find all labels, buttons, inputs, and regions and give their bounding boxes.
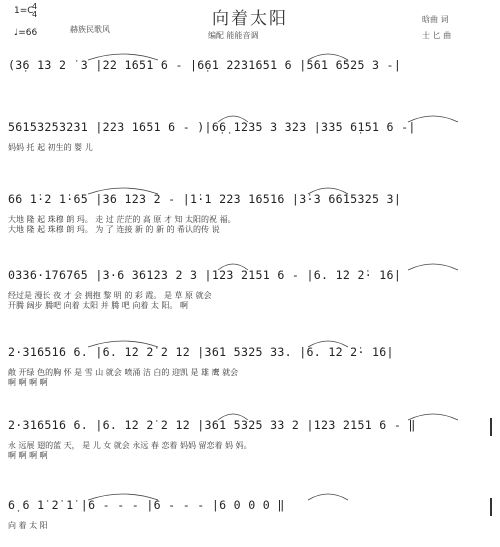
notation-line: 66 1̇·2 1̇·65 |36 1̇23 2 - |1̇·1 223 16516 |3̇·3 66̇15325 3| xyxy=(8,192,402,206)
notation-line: (3̣6 1̇3 2 ̇ 3 |2̇2 1̇65̇1 6 - |6̣6̇1 2̇2̇31̇65̇1 6 |5̇6̇1 6525 3 -| xyxy=(8,58,402,72)
final-barline xyxy=(490,418,492,436)
slur-arc xyxy=(408,414,458,420)
slur-arc xyxy=(88,188,158,194)
song-title: 向着太阳 xyxy=(212,9,288,29)
lyric-line: 经过是 漫长 夜 才 会 拥抱 黎 明 的 彩 霞。 是 草 原 就会 xyxy=(8,291,212,300)
slur-marks xyxy=(8,180,494,196)
score-row xyxy=(8,498,494,514)
slur-arc xyxy=(88,341,158,347)
key-signature: 1=C xyxy=(14,6,34,16)
time-signature-bottom: 4 xyxy=(32,10,38,19)
style-note: 赫族民歌风 xyxy=(70,25,110,34)
lyricist-credit: 晗曲 词 xyxy=(422,15,449,24)
lyric-line: 向 着 太 阳 xyxy=(8,521,48,530)
slur-arc xyxy=(408,264,458,270)
composer-credit: 士 匕 曲 xyxy=(422,31,452,40)
lyric-line: 大地 隆 起 珠穆 朗 玛。 为 了 连接 新 的 新 的 希认的传 说 xyxy=(8,225,220,234)
lyric-line: 永 远展 翅的蓝 天， 是 儿 女 就会 永远 春 恋着 妈妈 留恋着 妈 妈。 xyxy=(8,441,252,450)
slur-arc xyxy=(88,54,158,60)
arranger-credit: 编配 能能音调 xyxy=(208,31,259,40)
final-barline xyxy=(490,498,492,516)
lyric-line: 啊 啊 啊 啊 xyxy=(8,378,48,387)
slur-arc xyxy=(88,494,158,500)
lyric-line: 啊 啊 啊 啊 xyxy=(8,451,48,460)
lyric-line: 敞 开绿 色的胸 怀 是 雪 山 就会 喷涌 洁 白的 迎凯 是 雄 鹰 就会 xyxy=(8,368,239,377)
lyric-line: 开腾 阔步 腾吧 向着 太阳 并 腾 吧 向着 太 阳。 啊 xyxy=(8,301,188,310)
slur-marks xyxy=(8,108,494,124)
score-row xyxy=(8,120,494,136)
slur-arc xyxy=(308,494,348,500)
notation-line: 2·3165̇16 6. |6. 1̇2 2̇ 2 12 |36̇1 5325 33 2 |123 2151 6 - ‖ xyxy=(8,418,416,432)
slur-arc xyxy=(408,116,458,122)
score-row xyxy=(8,192,494,208)
slur-arc xyxy=(308,341,348,347)
slur-marks xyxy=(8,46,494,62)
score-row xyxy=(8,58,494,74)
slur-marks xyxy=(8,406,494,422)
tempo-marking: ♩=66 xyxy=(14,28,38,38)
lyric-line: 大地 隆 起 珠穆 朗 玛。 走 过 茫茫的 高 原 才 知 太阳的祝 福。 xyxy=(8,215,236,224)
slur-marks xyxy=(8,333,494,349)
score-row xyxy=(8,345,494,361)
lyric-line: 妈妈 托 起 初生的 婴 儿 xyxy=(8,143,93,152)
slur-marks xyxy=(8,256,494,272)
slur-arc xyxy=(308,188,348,194)
slur-arc xyxy=(218,116,248,122)
notation-line: 6̣ 6 1̇ 2̇ 1̇ |6 - - - |6 - - - |6 0 0 0 ‖ xyxy=(8,498,285,512)
slur-marks xyxy=(8,486,494,502)
slur-arc xyxy=(308,54,348,60)
notation-line: 0336·1̇76765 |3·6 36123 2 3 |123 2151 6 - |6. 1̇2 2̇· 1̇6| xyxy=(8,268,402,282)
notation-line: 2·3165̇1̇6 6. |6. 1̇2 2̇ 2 12 |36̇1 5325 33. |6. 1̇2 2̇· 1̇6| xyxy=(8,345,394,359)
score-row xyxy=(8,268,494,284)
notation-line: 5̇6̇1̇53253231 |223 1̇651 6 - )|6̣6̣ 1̇235 3 323 |335 6̣15̇1 6 -| xyxy=(8,120,416,134)
score-row xyxy=(8,418,494,434)
time-signature-top: 4 xyxy=(32,2,38,11)
slur-arc xyxy=(218,414,248,420)
slur-arc xyxy=(218,264,248,270)
